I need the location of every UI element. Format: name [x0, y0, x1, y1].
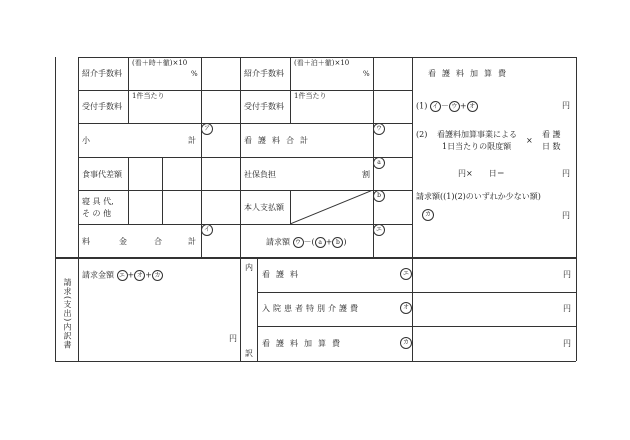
rule — [257, 326, 576, 327]
rule — [412, 57, 413, 361]
breakdown-special-care-unit: 円 — [563, 304, 571, 313]
breakdown-nursing-label: 看護料 — [262, 270, 304, 279]
circle-a-small-icon: a — [373, 157, 385, 169]
intro-fee-formula-b: (看＋泊＋徹)×10 — [294, 59, 350, 67]
rule — [240, 258, 241, 361]
formula-1-op1: － — [440, 101, 449, 111]
circle-i-icon: イ — [430, 101, 441, 112]
circle-e-icon: エ — [373, 224, 385, 236]
rule — [78, 57, 79, 361]
rule — [257, 292, 576, 293]
formula-2-number: (2) — [416, 130, 428, 139]
breakdown-special-care-label: 入院患者特別介護費 — [262, 304, 361, 313]
claim-amount-unit: 円 — [562, 211, 570, 220]
circle-a-small-icon: a — [315, 237, 326, 248]
intro-fee-label-b: 紹介手数料 — [244, 69, 284, 78]
rule — [257, 258, 258, 361]
intro-fee-label-a: 紹介手数料 — [82, 69, 122, 78]
claim-op1: －( — [303, 237, 315, 247]
circle-u-icon: ウ — [293, 237, 304, 248]
breakdown-surcharge-label: 看護料加算費 — [262, 339, 346, 348]
circle-i-icon: イ — [201, 224, 213, 236]
rule — [290, 57, 291, 123]
rule — [55, 361, 576, 362]
fee-total-label-3: 合 — [154, 237, 162, 246]
formula-2-times: × — [526, 136, 533, 145]
circle-a-icon: ア — [201, 123, 213, 135]
uchi-label: 内 — [245, 263, 253, 272]
circle-u-icon: ウ — [373, 123, 385, 135]
bedding-label-1: 寝 具 代, — [82, 197, 114, 206]
claim-label — [266, 237, 347, 248]
wake-label: 訳 — [245, 349, 253, 358]
breakdown-nursing-unit: 円 — [563, 270, 571, 279]
circle-ka-icon: カ — [422, 209, 434, 221]
rule — [162, 157, 163, 224]
circle-e-icon: エ — [117, 270, 128, 281]
meal-diff-label: 食事代差額 — [82, 170, 122, 179]
claim-amount-text: 請求額((1)(2)のいずれか少ない額) — [416, 192, 541, 201]
reception-fee-note-a: 1件当たり — [132, 92, 165, 100]
rule — [78, 224, 412, 225]
diagonal-slash — [290, 190, 373, 224]
circle-o-icon: オ — [467, 101, 478, 112]
claim-total-op2: + — [145, 270, 152, 280]
formula-1-unit: 円 — [562, 101, 570, 110]
circle-ka-icon: カ — [152, 270, 163, 281]
formula-1-op2: + — [459, 101, 467, 111]
rule — [78, 123, 412, 124]
formula-2-unit: 円 — [562, 169, 570, 178]
fee-total-label-4: 計 — [188, 237, 196, 246]
reception-fee-label-a: 受付手数料 — [82, 102, 122, 111]
formula-1 — [416, 101, 478, 112]
nursing-surcharge-title: 看護料加算費 — [428, 69, 512, 78]
circle-b-small-icon: b — [373, 190, 385, 202]
reception-fee-note-b: 1件当たり — [294, 92, 327, 100]
intro-fee-formula-a: (看＋時＋徹)×10 — [132, 59, 188, 67]
claim-op2: + — [325, 237, 333, 247]
claim-label-text: 請求額 — [266, 237, 290, 247]
claim-total-label: 請求金額 — [82, 270, 114, 280]
self-pay-label: 本人支払額 — [244, 203, 284, 212]
circle-u-icon: ウ — [449, 101, 460, 112]
formula-2-line2: 1日当たりの限度額 — [442, 142, 512, 151]
claim-op3: ) — [343, 237, 347, 247]
social-insurance-unit: 割 — [362, 170, 370, 179]
formula-2-days: 日 数 — [542, 142, 561, 151]
circle-e-icon: エ — [400, 268, 412, 280]
claim-total-op1: + — [127, 270, 135, 280]
intro-fee-unit-b: % — [363, 70, 370, 78]
formula-2-result: 円× 日＝ — [458, 169, 505, 178]
subtotal-label-right: 計 — [188, 136, 196, 145]
formula-2-nursing: 看 護 — [542, 130, 561, 139]
rule — [55, 258, 576, 259]
statement-side-title: 請求(支出)内訳書 — [63, 278, 72, 350]
bedding-label-2: そ の 他 — [82, 209, 112, 218]
rule — [128, 57, 129, 123]
fee-total-label-1: 料 — [82, 237, 90, 246]
rule — [55, 57, 56, 361]
circle-b-small-icon: b — [332, 237, 343, 248]
reception-fee-label-b: 受付手数料 — [244, 102, 284, 111]
social-insurance-label: 社保負担 — [244, 170, 276, 179]
claim-total-unit: 円 — [229, 334, 237, 343]
formula-1-number: (1) — [416, 101, 428, 111]
rule — [576, 57, 577, 361]
rule — [78, 57, 576, 58]
rule — [240, 57, 241, 257]
circle-ka-icon: カ — [400, 337, 412, 349]
breakdown-surcharge-unit: 円 — [563, 339, 571, 348]
claim-total — [82, 270, 163, 281]
nursing-total-label: 看護料合計 — [244, 136, 314, 145]
fee-total-label-2: 金 — [119, 237, 127, 246]
subtotal-label-left: 小 — [82, 136, 90, 145]
formula-2-line1: 看護料加算事業による — [437, 130, 517, 139]
rule — [128, 157, 129, 224]
intro-fee-unit-a: % — [191, 70, 198, 78]
circle-o-icon: オ — [400, 302, 412, 314]
circle-o-icon: オ — [134, 270, 145, 281]
